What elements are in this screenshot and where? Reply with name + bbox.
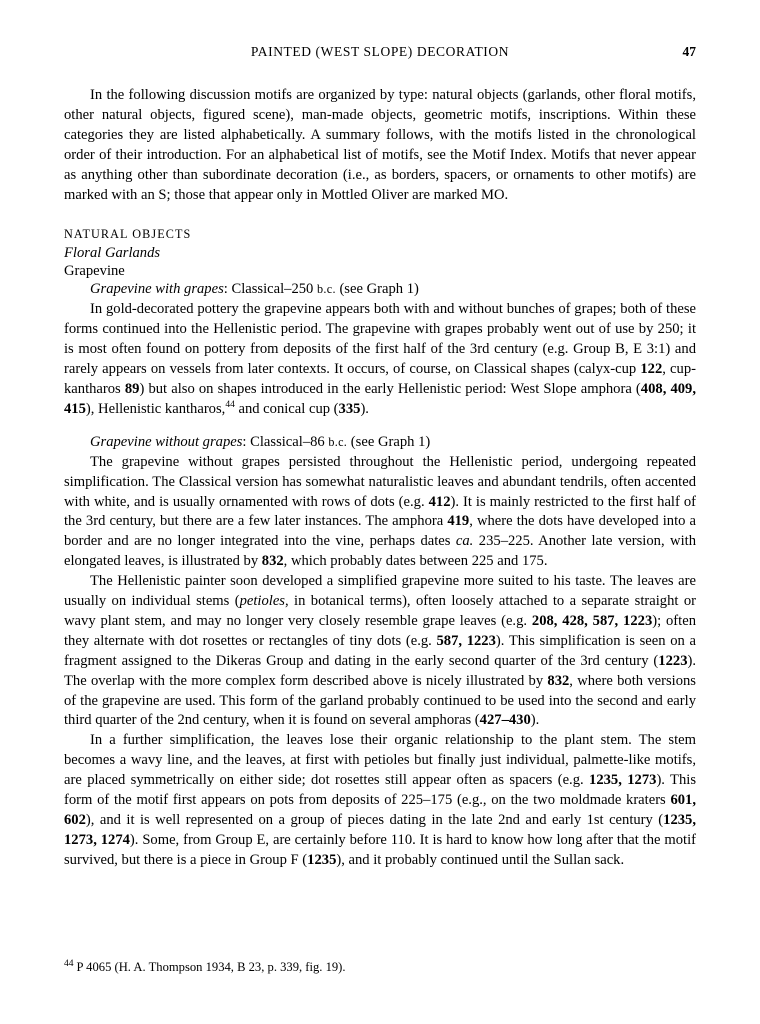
text-run: ), Hellenistic kantharos, [85, 400, 226, 417]
text-run: ). [530, 712, 540, 729]
text-run: ), and it is well represented on a group of pieces dating in the late 2nd and early 1st century ( [85, 812, 664, 828]
footnote-area [64, 959, 696, 976]
text-run: ) but also on shapes introduced in the early Hellenistic period: West Slope amphora ( [139, 380, 641, 397]
text-run: The Hellenistic painter soon developed a simplified grapevine more suited to his taste. The leaves are usually on individual stems ( [64, 573, 696, 610]
text-run: ). This form of the motif first appears on pots from deposits of 225–175 (e.g., on the two moldmade kraters [64, 772, 697, 809]
catalog-ref: 122 [640, 361, 663, 378]
entry-label-with-grapes: Grapevine with grapes [90, 281, 224, 298]
text-run: , cup-kantharos [64, 361, 696, 397]
page-number: 47 [682, 44, 696, 59]
catalog-ref: 408, 409, 415 [64, 380, 697, 417]
entry-grapevine-without-grapes-lead [64, 433, 696, 453]
catalog-ref: 208, 428, 587, 1223 [531, 612, 653, 629]
heading-natural-objects: NATURAL OBJECTS [64, 227, 192, 242]
text-run: , where both versions of the grapevine are used. This form of the garland probably continued to be used into the second and early third quarter of the 2nd century, when it is found on several amphoras ( [64, 672, 696, 729]
botanical-term: petioles [239, 593, 285, 610]
catalog-ref: 427–430 [479, 712, 531, 729]
catalog-ref: 1235 [307, 851, 337, 868]
entry-date-without-grapes: : Classical–86 [242, 433, 329, 450]
text-run: ); often they alternate with dot rosettes or rectangles of tiny dots (e.g. [64, 612, 697, 649]
text-run: and conical cup ( [234, 400, 339, 417]
text-run: ). The overlap with the more complex form described above is nicely illustrated by [64, 652, 696, 689]
entry-graph-ref-2: (see Graph 1) [347, 433, 431, 450]
running-head [64, 44, 696, 60]
footnote-text: P 4065 (H. A. Thompson 1934, B 23, p. 339, fig. 19). [76, 960, 346, 974]
running-head-title: PAINTED (WEST SLOPE) DECORATION [250, 44, 510, 59]
entry-label-without-grapes: Grapevine without grapes [90, 433, 243, 450]
paragraph-with-grapes [64, 300, 696, 419]
paragraph-introduction: In the following discussion motifs are organized by type: natural objects (garlands, other floral motifs, other natural objects, figured scene), man-made objects, geometric motifs, inscriptions. Within these categories they are listed alphabetically. A summary follows, with the motifs listed in the chronological order of their introduction. For an alphabetical list of motifs, see the Motif Index. Motifs that never appear as anything other than subordinate decoration (i.e., as borders, spacers, or ornaments to other motifs) are marked with an S; those that appear only in Mottled Oliver are marked MO. [64, 87, 696, 203]
catalog-ref: 1223 [658, 652, 688, 669]
heading-floral-garlands: Floral Garlands [64, 245, 161, 262]
paragraph-without-grapes [64, 453, 696, 572]
entry-grapevine-with-grapes-lead [64, 280, 696, 300]
era-label-bc: b.c. [328, 434, 348, 449]
era-label-bc: b.c. [317, 282, 336, 297]
paragraph-hellenistic-painter [64, 572, 696, 731]
text-run: ). This simplification is seen on a fragment assigned to the Dikeras Group and dating in the early second quarter of the 3rd century ( [64, 632, 697, 669]
catalog-ref: 1235, 1273 [589, 772, 657, 789]
catalog-ref: 832 [547, 672, 570, 689]
entry-graph-ref-1: (see Graph 1) [335, 281, 419, 298]
text-run: The grapevine without grapes persisted throughout the Hellenistic period, undergoing repeated simplification. The Classical version has somewhat naturalistic leaves and abundant tendrils, often accented with white, and is usually ornamented with rows of dots (e.g. [64, 453, 696, 510]
text-run: , where the dots have developed into a border and are no longer integrated into the vine, perhaps dates [64, 513, 696, 550]
text-run: ). It is mainly restricted to the first half of the 3rd century, but there are a few later instances. The amphora [64, 493, 696, 530]
catalog-ref: 587, 1223 [436, 632, 496, 649]
text-run: 235–225. Another late version, with elongated leaves, is illustrated by [64, 533, 696, 570]
catalog-ref: 335 [338, 400, 361, 417]
catalog-ref: 601, 602 [64, 792, 696, 828]
footnote-44 [64, 959, 696, 976]
text-run: , in botanical terms), often loosely attached to a separate straight or wavy plant stem, and may no longer very closely resemble grape leaves (e.g. [64, 593, 696, 629]
text-run: ). [360, 400, 369, 417]
footnote-number: 44 [64, 958, 74, 969]
catalog-ref: 832 [261, 553, 284, 570]
catalog-ref: 89 [124, 380, 140, 397]
text-run: ). Some, from Group E, are certainly before 110. It is hard to know how long after that the motif survived, but there is a piece in Group F ( [64, 831, 697, 868]
heading-grapevine: Grapevine [64, 263, 125, 280]
text-run: , which probably dates between 225 and 175. [283, 553, 548, 570]
entry-date-with-grapes: : Classical–250 [223, 281, 317, 298]
text-run: In a further simplification, the leaves lose their organic relationship to the plant stem. The stem becomes a wavy line, and the leaves, at first with petioles but finally just individual, palmette-like motifs, are placed symmetrically on either side; dot rosettes still appear often as spacers (e.g. [64, 732, 696, 789]
text-run: ), and it probably continued until the Sullan sack. [336, 851, 625, 868]
catalog-ref: 1235, 1273, 1274 [64, 812, 696, 848]
latin-abbrev: ca. [455, 533, 474, 550]
footnote-marker-44: 44 [225, 400, 235, 411]
catalog-ref: 419 [447, 513, 470, 530]
paragraph-further-simplification [64, 731, 696, 870]
text-run: In gold-decorated pottery the grapevine appears both with and without bunches of grapes; both of these forms continued into the Hellenistic period. The grapevine with grapes probably went out of use by 250; it is most often found on pottery from deposits of the first half of the 3rd century (e.g. Group B, E 3:1) and rarely appears on vessels from later contexts. It occurs, of course, on Classical shapes (calyx-cup [64, 301, 696, 378]
catalog-ref: 412 [428, 493, 451, 510]
